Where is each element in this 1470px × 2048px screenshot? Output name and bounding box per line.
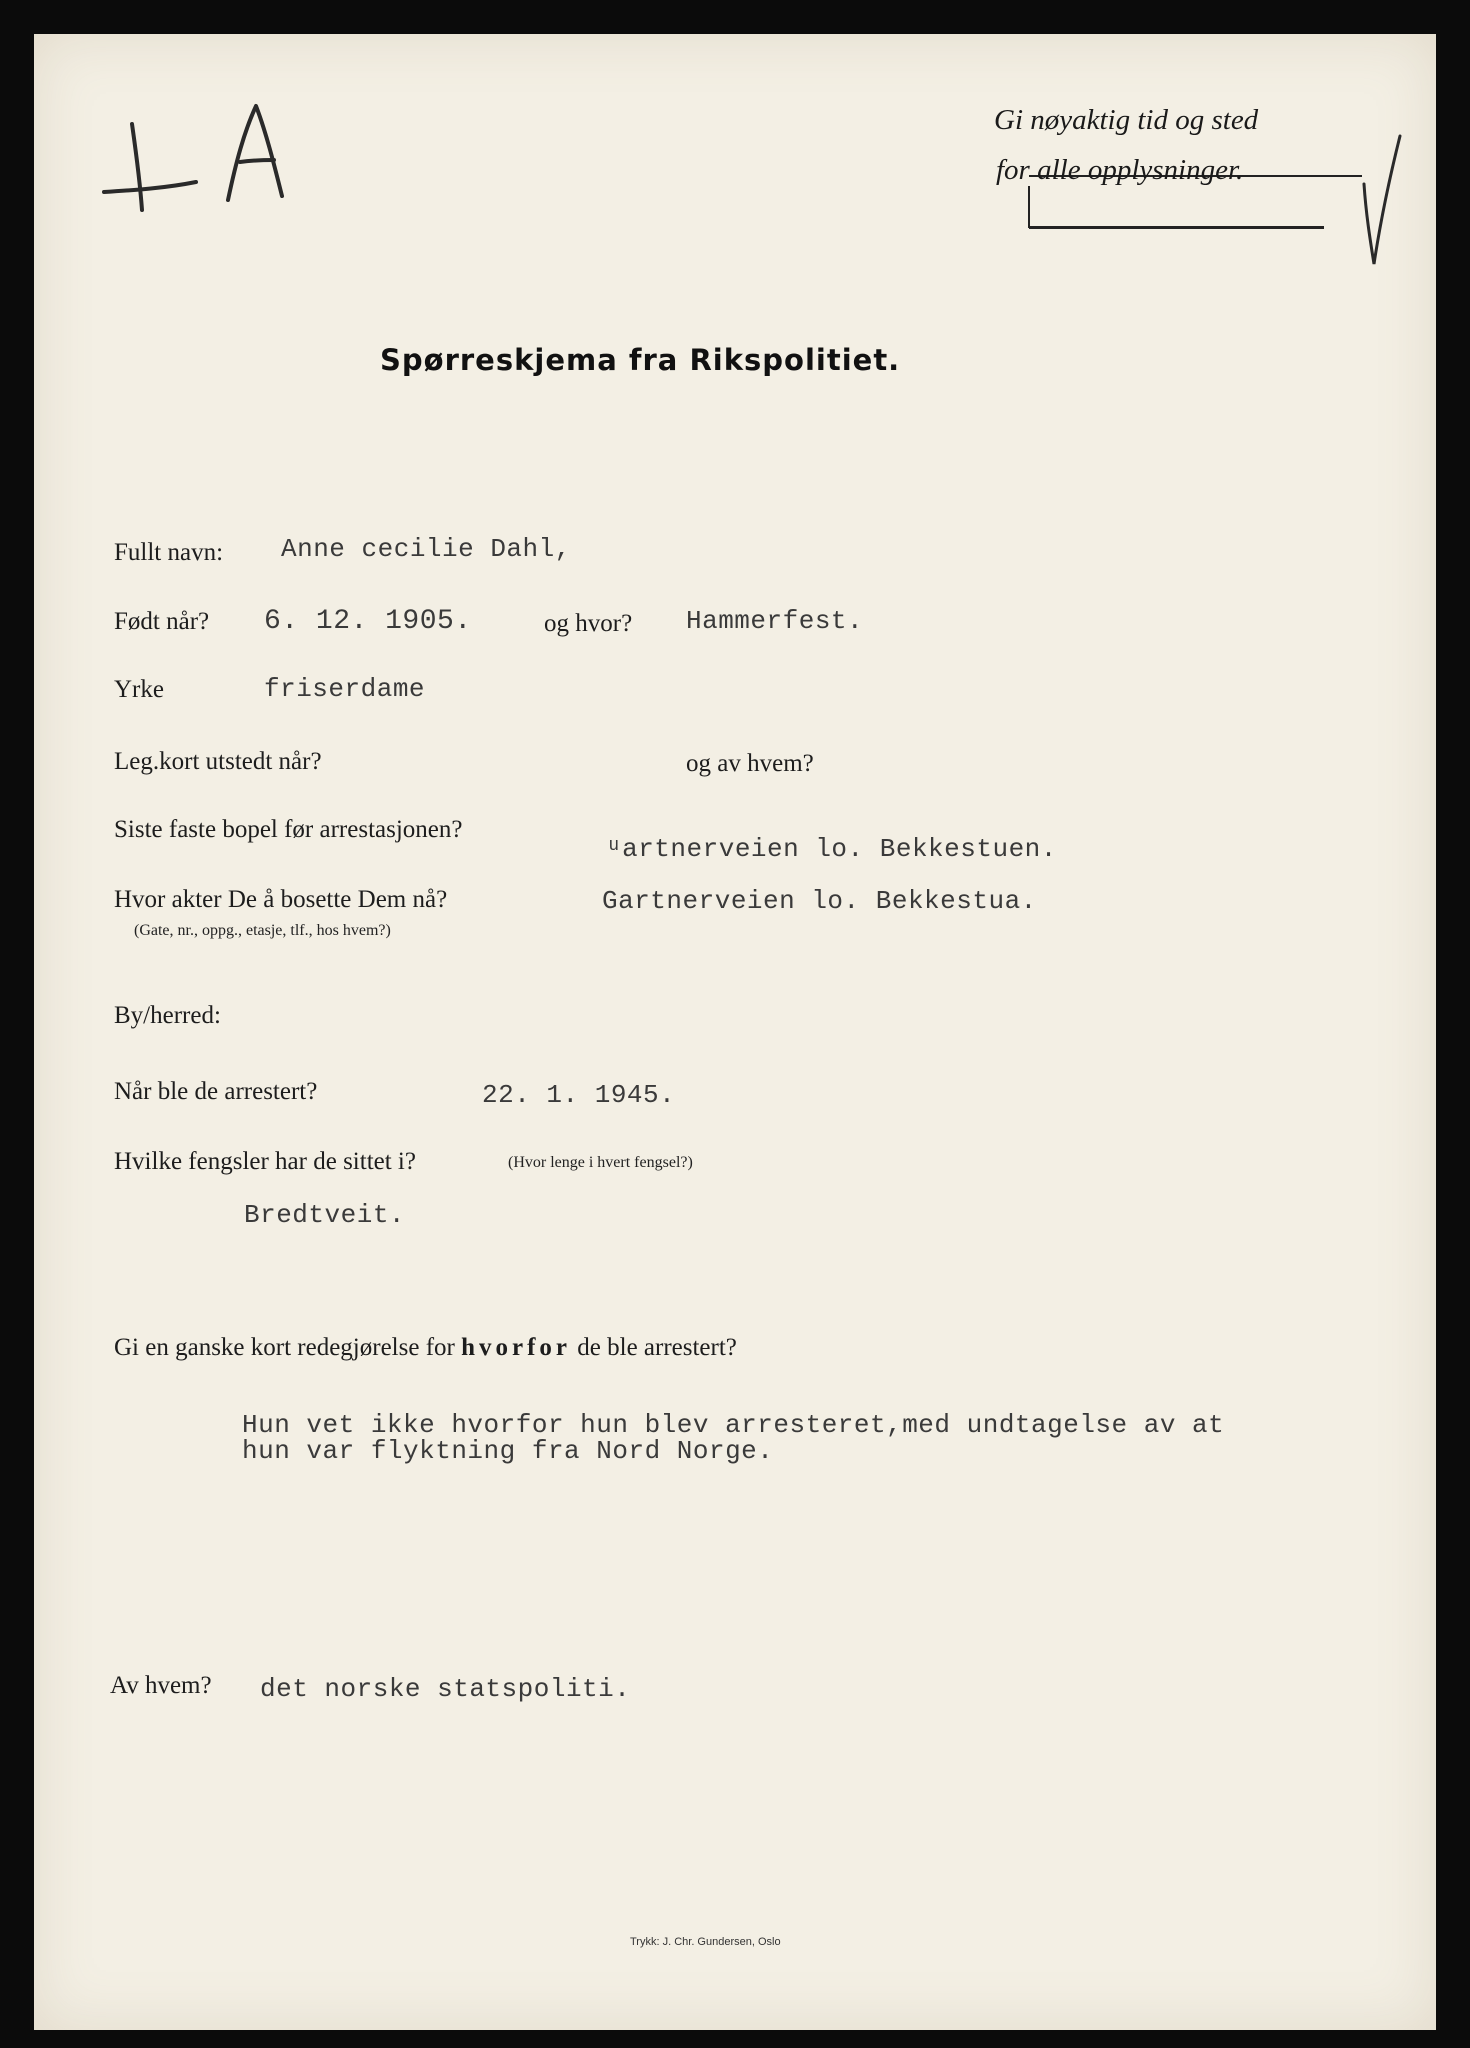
reason-label-pre: Gi en ganske kort redegjørelse for: [114, 1334, 455, 1361]
prisons-label: Hvilke fengsler har de sittet i?: [114, 1148, 416, 1175]
reason-line-2: hun var flyktning fra Nord Norge.: [242, 1436, 774, 1466]
prisons-hint: (Hvor lenge i hvert fengsel?): [508, 1154, 693, 1171]
notice-underline: [1029, 226, 1324, 229]
full-name-value: Anne cecilie Dahl,: [281, 534, 571, 564]
reason-line-1: Hun vet ikke hvorfor hun blev arresteret,med undtagelse av at: [242, 1410, 1225, 1440]
prisons-value: Bredtveit.: [244, 1200, 406, 1230]
born-where-label: og hvor?: [544, 610, 633, 637]
occupation-label: Yrke: [114, 676, 164, 703]
settle-value: Gartnerveien lo. Bekkestua.: [602, 886, 1037, 916]
arrested-by-label: Av hvem?: [110, 1672, 212, 1699]
arrested-when-value: 22. 1. 1945.: [482, 1080, 676, 1110]
form-title: Spørreskjema fra Rikspolitiet.: [380, 343, 901, 377]
occupation-value: friserdame: [264, 674, 426, 704]
arrested-by-value: det norske statspoliti.: [260, 1674, 631, 1704]
check-mark-icon: [1354, 124, 1414, 274]
municipality-label: By/herred:: [114, 1002, 221, 1029]
handwritten-mark: [96, 92, 326, 242]
printer-footer: Trykk: J. Chr. Gundersen, Oslo: [630, 1936, 781, 1948]
arrested-when-label: Når ble de arrestert?: [114, 1078, 318, 1105]
notice-line-1: Gi nøyaktig tid og sted: [994, 104, 1259, 136]
id-issued-by-label: og av hvem?: [686, 750, 814, 777]
id-issued-when-label: Leg.kort utstedt når?: [114, 748, 322, 775]
last-residence-label: Siste faste bopel før arrestasjonen?: [114, 816, 463, 843]
born-when-value: 6. 12. 1905.: [264, 606, 472, 637]
reason-label-post: de ble arrestert?: [577, 1334, 737, 1361]
reason-label-emph: hvorfor: [461, 1334, 572, 1361]
reason-label: [114, 1334, 737, 1362]
document-page: [34, 34, 1436, 2030]
settle-label: Hvor akter De å bosette Dem nå?: [114, 886, 448, 913]
born-when-label: Født når?: [114, 608, 210, 635]
born-where-value: Hammerfest.: [686, 606, 864, 636]
notice-bracket: [1028, 186, 1030, 228]
full-name-label: Fullt navn:: [114, 539, 224, 566]
settle-hint: (Gate, nr., oppg., etasje, tlf., hos hvem?): [134, 922, 391, 939]
notice-line-2: for alle opplysninger.: [996, 154, 1244, 186]
last-residence-value: ᵘartnerveien lo. Bekkestuen.: [606, 834, 1057, 864]
